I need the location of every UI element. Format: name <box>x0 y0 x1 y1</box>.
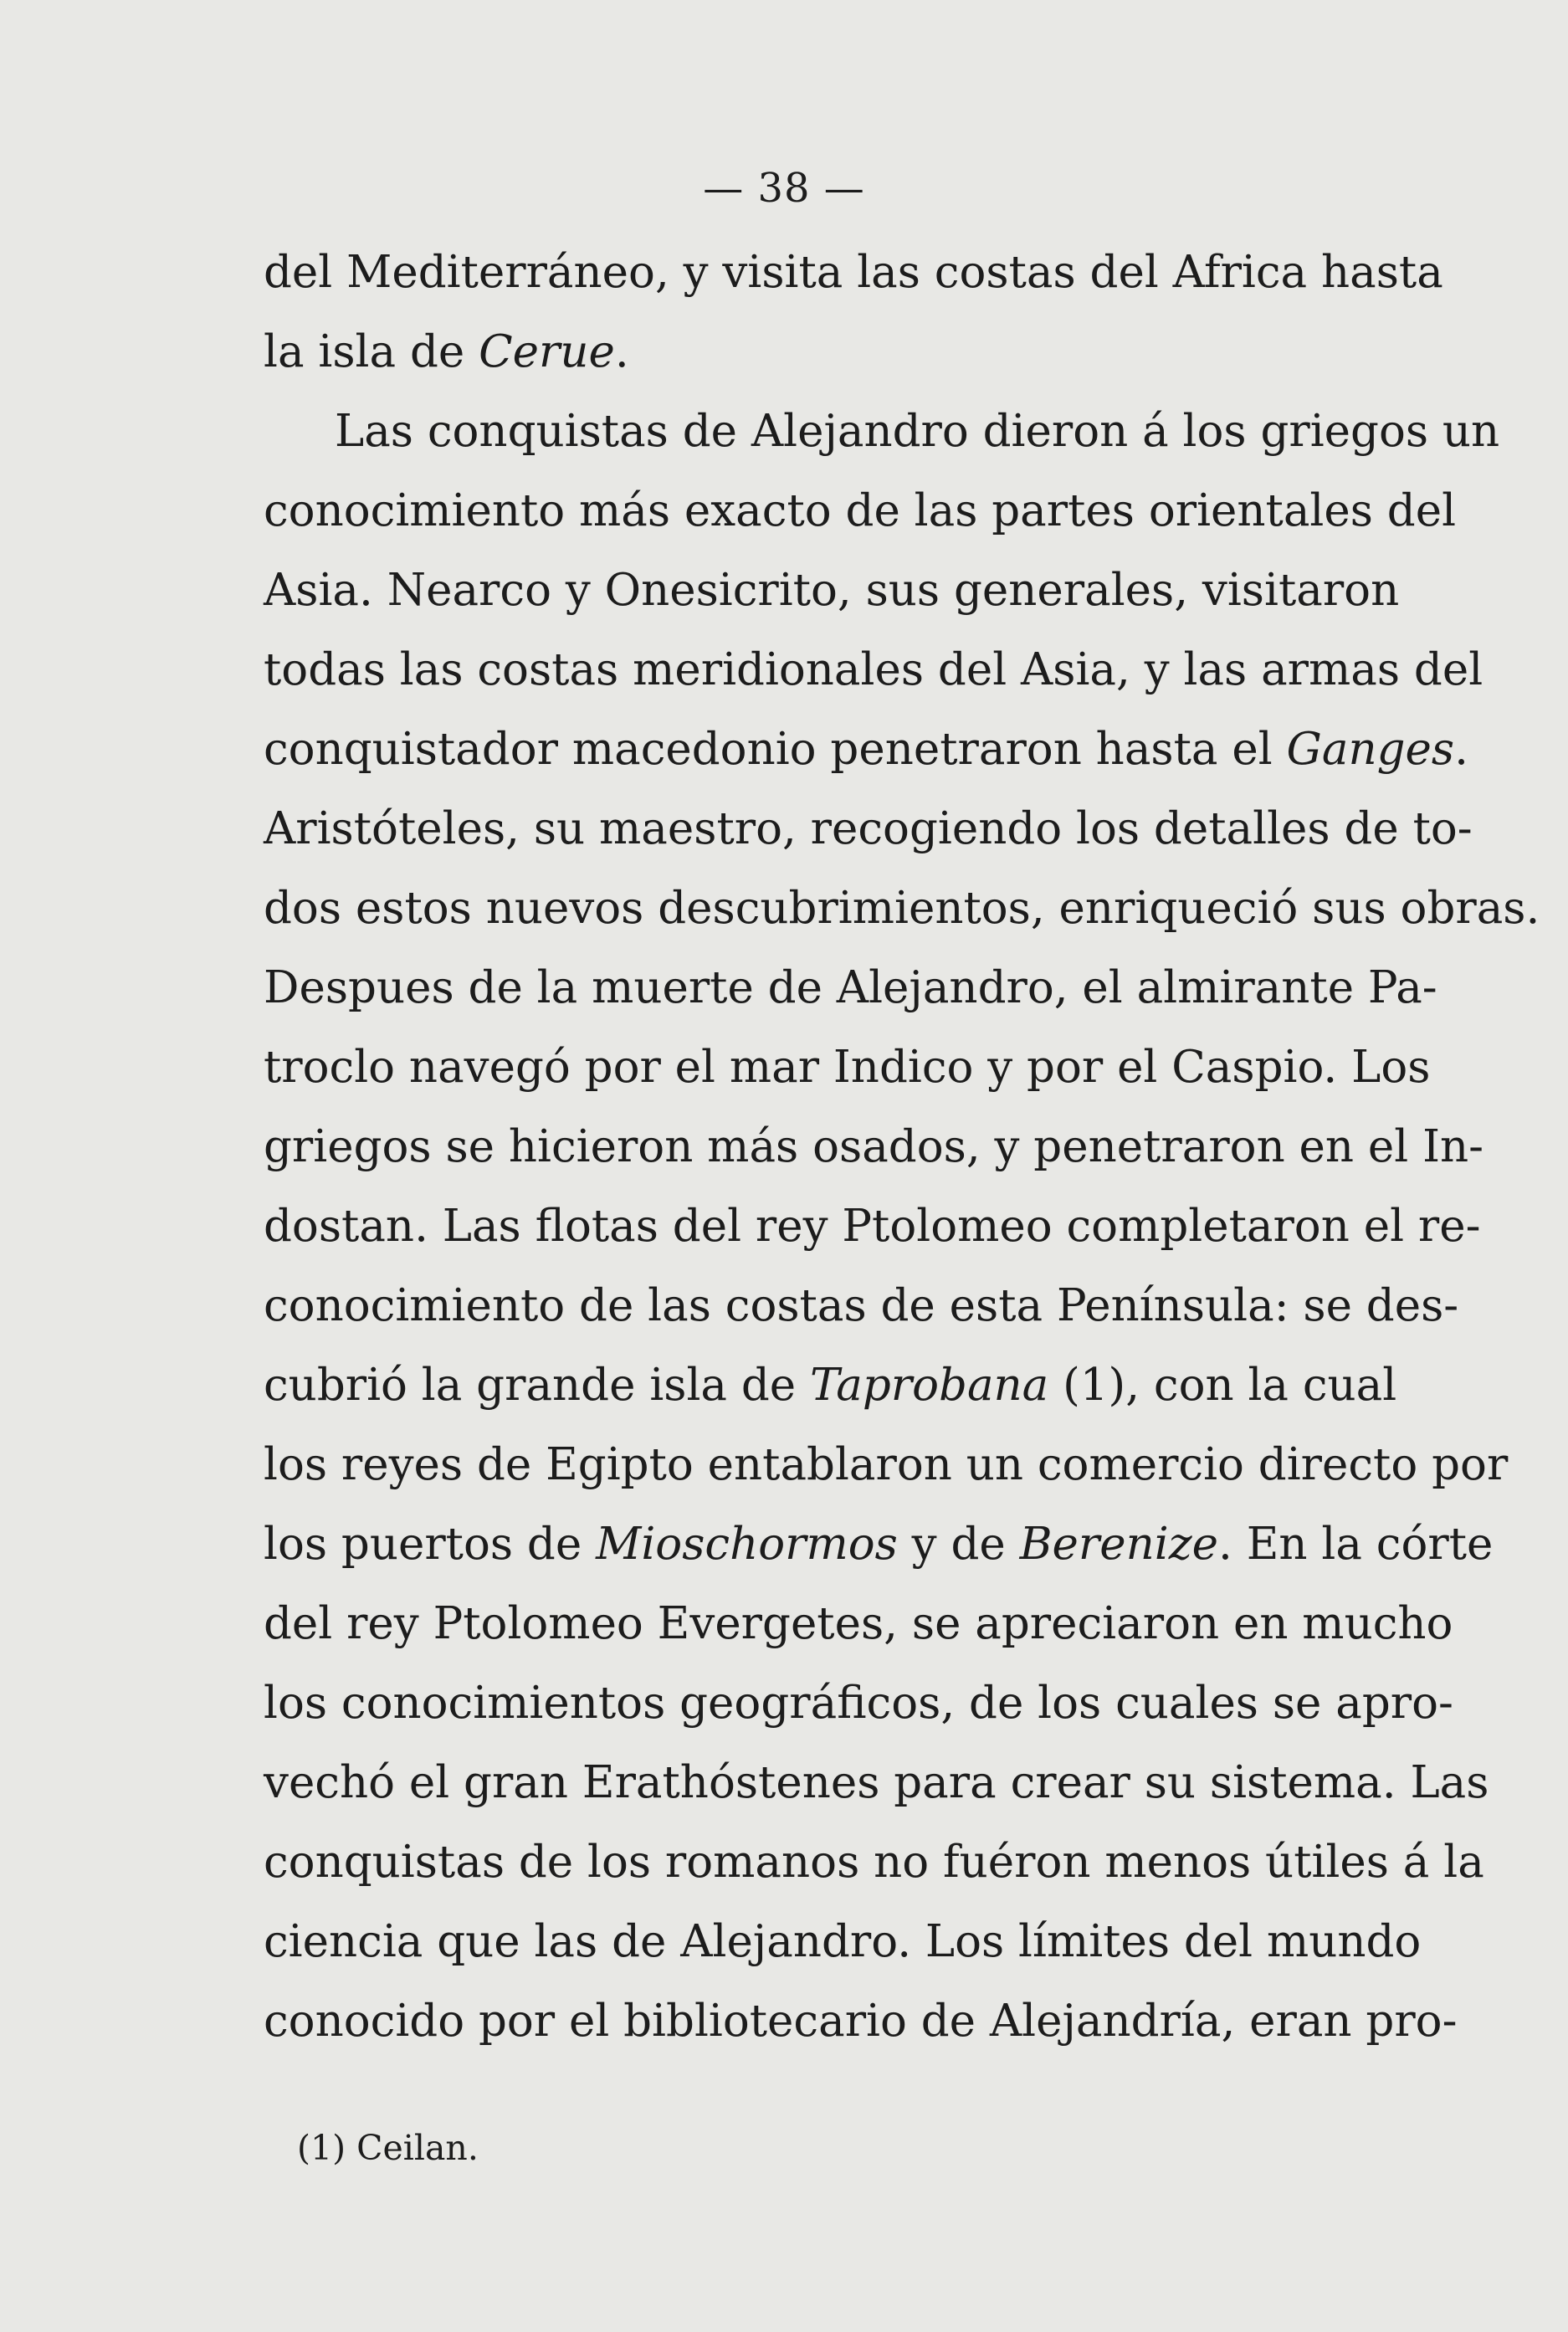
text-line: los conocimientos geográficos, de los cuales se apro- <box>264 1678 1453 1729</box>
place-name-ganges: Ganges <box>1286 724 1455 775</box>
text-line: del Mediterráneo, y visita las costas del Africa hasta <box>264 247 1443 298</box>
text-line: los reyes de Egipto entablaron un comercio directo por <box>264 1439 1509 1490</box>
text-line: ciencia que las de Alejandro. Los límites del mundo <box>264 1916 1422 1967</box>
text-line: vechó el gran Erathóstenes para crear su sistema. Las <box>264 1757 1489 1808</box>
text-line: conocimiento más exacto de las partes orientales del <box>264 485 1457 536</box>
text-line: griegos se hicieron más osados, y penetraron en el In- <box>264 1121 1484 1172</box>
page-number: — 38 — <box>703 165 865 212</box>
text-line: los puertos de Mioschormos y de Berenize. En la córte <box>264 1519 1494 1570</box>
text-line: dos estos nuevos descubrimientos, enriqueció sus obras. <box>264 883 1540 934</box>
text-line: Aristóteles, su maestro, recogiendo los detalles de to- <box>264 803 1473 854</box>
place-name-berenize: Berenize <box>1019 1519 1218 1570</box>
footnote: (1) Ceilan. <box>297 2128 479 2168</box>
text-line: la isla de Cerue. <box>264 326 629 377</box>
body-text <box>264 233 1540 2061</box>
text-line: dostan. Las flotas del rey Ptolomeo completaron el re- <box>264 1201 1481 1252</box>
text-line: todas las costas meridionales del Asia, y las armas del <box>264 644 1483 695</box>
text-line: conquistador macedonio penetraron hasta el Ganges. <box>264 724 1468 775</box>
text-line: conquistas de los romanos no fuéron menos útiles á la <box>264 1837 1484 1888</box>
paragraph-start-line: Las conquistas de Alejandro dieron á los griegos un <box>335 406 1500 457</box>
text-line: del rey Ptolomeo Evergetes, se apreciaron en mucho <box>264 1598 1453 1649</box>
text-line: conocimiento de las costas de esta Península: se des- <box>264 1280 1459 1331</box>
text-line: conocido por el bibliotecario de Alejandría, eran pro- <box>264 1996 1458 2047</box>
place-name-taprobana: Taprobana <box>810 1360 1049 1411</box>
text-line: troclo navegó por el mar Indico y por el Caspio. Los <box>264 1042 1431 1093</box>
text-line: Asia. Nearco y Onesicrito, sus generales, visitaron <box>264 565 1400 616</box>
text-line: Despues de la muerte de Alejandro, el almirante Pa- <box>264 962 1437 1013</box>
place-name-mioschormos: Mioschormos <box>596 1519 898 1570</box>
text-line: cubrió la grande isla de Taprobana (1), con la cual <box>264 1360 1397 1411</box>
place-name-cerue: Cerue <box>479 326 615 377</box>
